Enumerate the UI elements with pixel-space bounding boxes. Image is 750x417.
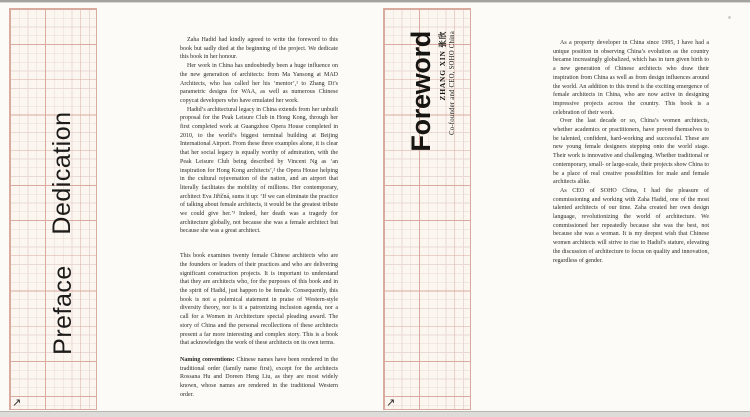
foreword-heading-block: [408, 31, 464, 155]
left-page: [0, 3, 375, 411]
preface-paragraph-4: This book examines twenty female Chinese architects who are the founders or leaders of their practices and who are delivering significant construction projects. It is important to understand that they are architects who, for the purposes of this book and in the spirit of Hadid, just happen to be female. Consequently, this book is not a polemical statement in praise of Western-style diversity theory, nor is it a patronizing inclusion agenda, nor a call for a Women in Architecture special pleading award. The story of China and the personal recollections of these architects present a far more interesting and complex story. This is a book that acknowledges the work of these architects on its own terms.: [180, 253, 338, 347]
dust-speck: [728, 16, 731, 19]
corner-arrow-icon: ↗: [12, 396, 22, 409]
foreword-text-column: [553, 39, 709, 265]
naming-conventions-rest: Chinese names have been rendered in the traditional order (family name first), except for the architects Rossana Hu and Doreen Heng Liu, as they are most widely known, whose names are rendered in the traditional Western order.: [180, 356, 339, 398]
corner-arrow-icon: ↗: [386, 396, 396, 409]
photo-bottom-edge: [0, 411, 750, 417]
author-name: ZHANG XIN 张欣: [438, 31, 447, 101]
naming-conventions-paragraph: [180, 356, 338, 400]
preface-paragraph-1: Zaha Hadid had kindly agreed to write the foreword to this book but sadly died at the beginning of the project. We dedicate this book in her honour.: [180, 37, 338, 61]
preface-title: [46, 225, 80, 395]
right-page: [375, 3, 750, 411]
preface-title-text: Preface: [48, 265, 77, 355]
preface-paragraph-3: Hadid’s architectural legacy in China extends from her unbuilt proposal for the Peak Leisure Club in Hong Kong, through her first completed work at Guangzhou Opera House completed in 2010, to the world’s biggest terminal building at Beijing International Airport. From these three examples alone, it is clear that her social legacy is equally worthy of admiration, with the Peak Leisure Club being described by Vincent Ng as ‘an inspiration for Hong Kong architects’,² the Opera House helping in the cultural rejuvenation of the nation, and an airport that literally facilitates the mobility of millions. Her contemporary, architect Eva Jiřičná, sums it up: ‘If we can eliminate the practice of talking about female architects, it would be the greatest tribute we could give her.’³ Indeed, her death was a tragedy for architecture globally, not because she was a female architect but because she was a great architect.: [180, 106, 338, 235]
foreword-paragraph-1: As a property developer in China since 1995, I have had a unique position in observing China’s evolution as the country became increasingly globalized, which has in turn given birth to a new generation of Chinese architects who draw their inspiration from China as well as from design influences around the world. An addition to this trend is the exciting emergence of female architects in China, who are now active in designing impressive projects across the country. This book is a celebration of their work.: [553, 40, 709, 116]
dedication-title-text: Dedication: [47, 111, 76, 235]
preface-text-column: [180, 36, 338, 399]
naming-conventions-lead: Naming conventions:: [180, 356, 235, 363]
author-role: Co-founder and CEO, SOHO China: [448, 31, 456, 135]
foreword-title: Foreword: [406, 31, 436, 152]
preface-paragraph-2: Her work in China has undoubtedly been a huge influence on the new generation of architects: from Ma Yansong at MAD Architects, who has called her his ‘mentor’,¹ to Zhang Di’s parametric designs for WAA, as well as numerous Chinese copycat developers who have emulated her work.: [180, 63, 338, 104]
foreword-paragraph-2: Over the last decade or so, China’s women architects, whether academics or practitioners, have proved themselves to be talented, confident, hard-working and successful. These are new young female designers stepping onto the world stage. Their work is innovative and challenging. Whether traditional or contemporary, small- or large-scale, their projects show China to be a place of real creative possibilities for male and female architects alike.: [553, 118, 709, 186]
foreword-paragraph-3: As CEO of SOHO China, I had the pleasure of commissioning and working with Zaha Hadid, one of the most talented architects of our time. Zaha created her own design language, revolutionizing the world of architecture. We commissioned her repeatedly because she was the best, not because she was a woman. It is my deepest wish that Chinese women architects will strive to rise to Hadid’s stature, elevating the discussion of architecture to focus on quality and innovation, regardless of gender.: [553, 187, 709, 264]
